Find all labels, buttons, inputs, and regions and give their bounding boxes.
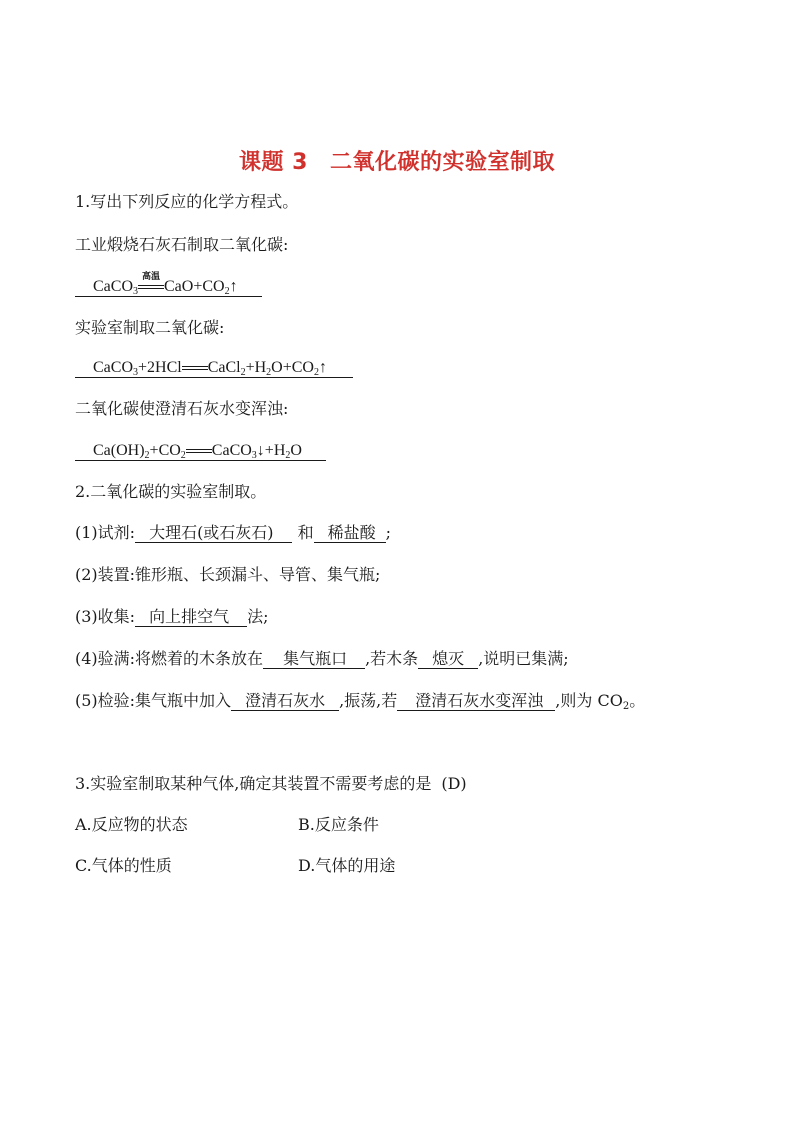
q3-stem: 3.实验室制取某种气体,确定其装置不需要考虑的是 (D) xyxy=(75,774,467,793)
page-title xyxy=(0,145,794,176)
answer-blank: 集气瓶口 xyxy=(263,650,365,669)
q1-b-label: 实验室制取二氧化碳: xyxy=(75,318,225,337)
reaction-condition: 高温 xyxy=(141,272,160,283)
answer-blank: 向上排空气 xyxy=(135,608,247,627)
q2-item-2: (2)装置:锥形瓶、长颈漏斗、导管、集气瓶; xyxy=(75,565,381,584)
answer-blank: $Ca(OH)_2+CO_2$ $CaCO_3↓+H_2O$ xyxy=(75,442,326,461)
q3-option-c: C.气体的性质 xyxy=(75,856,172,875)
answer-blank: CaCO$_3$ 高温 $CaO+CO_2↑$ xyxy=(75,278,262,297)
q1-c-answer xyxy=(75,441,326,461)
q2-item-1: (1)试剂: 大理石(或石灰石) 和 稀盐酸 ; xyxy=(75,523,391,542)
title-topic: 二氧化碳的实验室制取 xyxy=(329,150,555,175)
q1-c-label: 二氧化碳使澄清石灰水变浑浊: xyxy=(75,399,289,418)
q1-b-answer xyxy=(75,358,353,378)
reaction-equals-sign xyxy=(138,272,164,292)
reaction-equals-sign xyxy=(182,363,208,373)
answer-blank: CaCO$_3$+2HCl $CaCl_2+H_2O+CO_2↑$ xyxy=(75,359,353,378)
q3-option-b: B.反应条件 xyxy=(298,815,379,834)
q2-stem: 2.二氧化碳的实验室制取。 xyxy=(75,482,267,501)
q1-a-answer xyxy=(75,272,262,297)
q2-item-4: (4)验满:将燃着的木条放在 集气瓶口 ,若木条 熄灭 ,说明已集满; xyxy=(75,649,569,668)
q2-item-3: (3)收集: 向上排空气 法; xyxy=(75,607,269,626)
answer-blank: 熄灭 xyxy=(418,650,478,669)
answer-blank: 大理石(或石灰石) xyxy=(135,524,292,543)
q3-answer: (D) xyxy=(441,774,467,793)
reaction-equals-sign xyxy=(186,446,212,456)
q1-a-label: 工业煅烧石灰石制取二氧化碳: xyxy=(75,235,289,254)
q3-option-a: A.反应物的状态 xyxy=(75,815,188,834)
q2-item-5: (5)检验:集气瓶中加入 澄清石灰水 ,振荡,若 澄清石灰水变浑浊 ,则为 $CO_2$。 xyxy=(75,691,646,712)
q1-stem: 1.写出下列反应的化学方程式。 xyxy=(75,192,299,211)
title-lesson-number: 课题 3 xyxy=(239,150,308,175)
answer-blank: 澄清石灰水变浑浊 xyxy=(397,692,555,711)
answer-blank: 稀盐酸 xyxy=(314,524,386,543)
q3-option-d: D.气体的用途 xyxy=(298,856,396,875)
answer-blank: 澄清石灰水 xyxy=(231,692,339,711)
